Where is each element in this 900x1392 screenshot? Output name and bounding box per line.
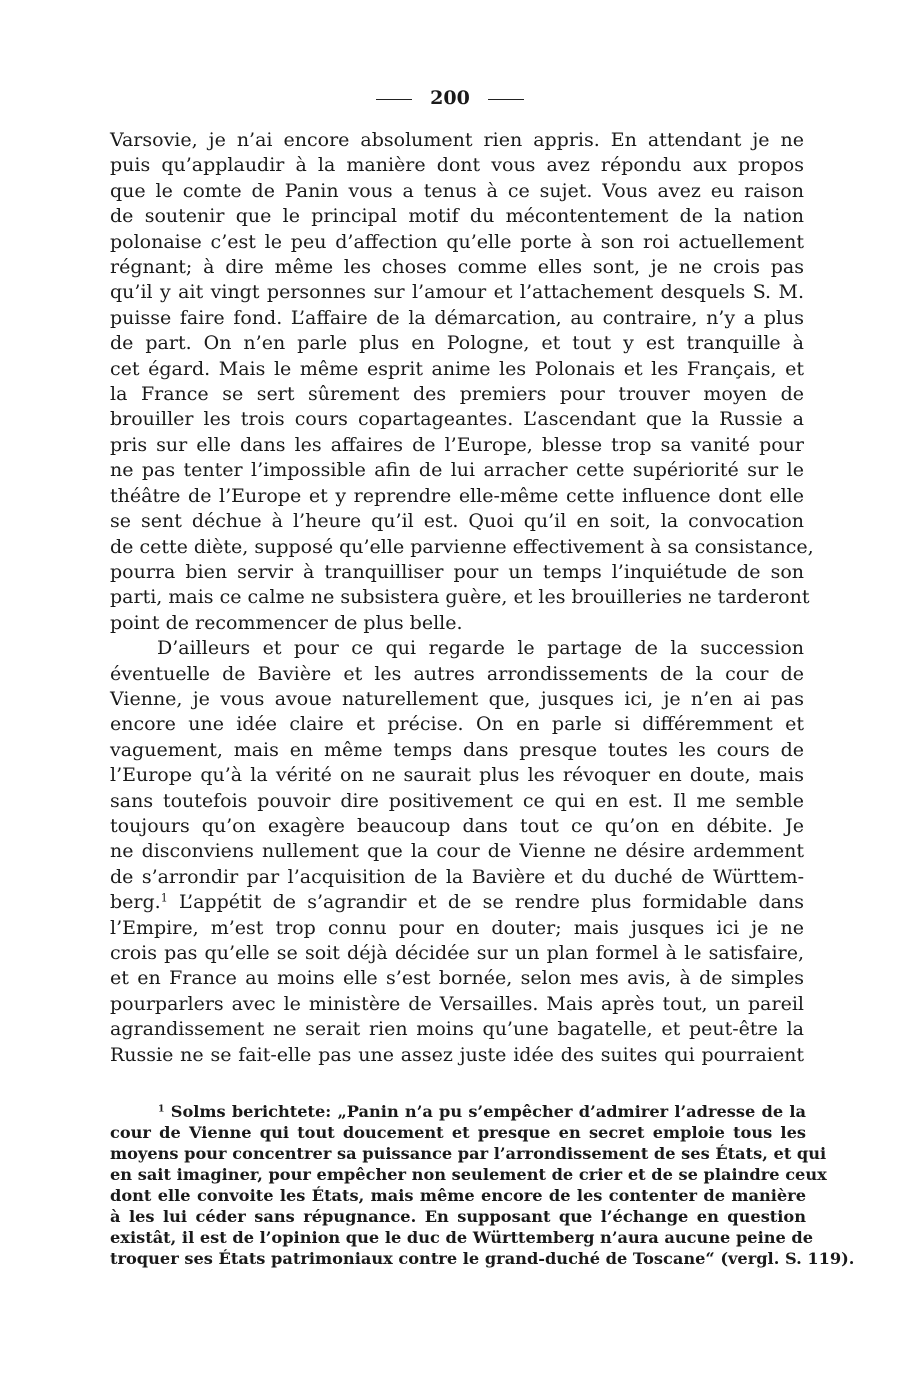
body-line: qu’il y ait vingt personnes sur l’amour et l’attachement desquels S. M.: [110, 281, 804, 304]
body-line: vaguement, mais en même temps dans presque toutes les cours de: [110, 738, 804, 761]
body-line: point de recommencer de plus belle.: [110, 611, 463, 634]
body-line: encore une idée claire et précise. On en parle si différemment et: [110, 713, 804, 736]
body-line-head: berg.: [110, 891, 161, 914]
footnote-line: moyens pour concentrer sa puissance par l’arrondissement de ses États, et qui: [110, 1144, 827, 1163]
body-line: sans toutefois pouvoir dire positivement ce qui en est. Il me semble: [110, 789, 804, 812]
footnote-line: existât, il est de l’opinion que le duc de Württemberg n’aura aucune peine de: [110, 1228, 814, 1247]
body-line: de soutenir que le principal motif du mécontentement de la nation: [110, 205, 804, 228]
body-line: brouiller les trois cours copartageantes. L’ascendant que la Russie a: [110, 408, 804, 431]
body-line: crois pas qu’elle se soit déjà décidée sur un plan formel à le satisfaire,: [110, 942, 804, 964]
body-line: éventuelle de Bavière et les autres arrondissements de la cour de: [110, 662, 804, 685]
body-line: Vienne, je vous avoue naturellement que, jusques ici, je n’en ai pas: [110, 687, 804, 710]
body-line: Russie ne se fait-elle pas une assez juste idée des suites qui pourraient: [110, 1043, 804, 1066]
footnote-line: dont elle convoite les États, mais même encore de les contenter de manière: [110, 1186, 806, 1205]
body-line-tail: L’appétit de s’agrandir et de se rendre plus formidable dans: [178, 891, 804, 914]
body-line: pourparlers avec le ministère de Versailles. Mais après tout, un pareil: [110, 992, 804, 1015]
body-line-with-note: [110, 890, 804, 915]
body-line: théâtre de l’Europe et y reprendre elle-même cette influence dont elle: [110, 484, 804, 507]
body-line: que le comte de Panin vous a tenus à ce sujet. Vous avez eu raison: [110, 179, 804, 202]
body-text: [110, 128, 814, 1068]
header-rule-left: [376, 99, 412, 100]
body-line: Varsovie, je n’ai encore absolument rien appris. En attendant je ne: [110, 129, 804, 151]
body-line: parti, mais ce calme ne subsistera guère, et les brouilleries ne tarderont: [110, 586, 810, 609]
page-number: 200: [430, 87, 470, 109]
footnote-line: troquer ses États patrimoniaux contre le grand-duché de Toscane“ (vergl. S. 119).: [110, 1249, 855, 1268]
body-line: pris sur elle dans les affaires de l’Europe, blesse trop sa vanité pour: [110, 433, 804, 456]
body-line: toujours qu’on exagère beaucoup dans tout ce qu’on en débite. Je: [110, 814, 804, 837]
page-header: [0, 86, 900, 110]
footnote-marker: 1: [158, 1103, 165, 1115]
body-line: la France se sert sûrement des premiers pour trouver moyen de: [110, 383, 804, 406]
body-line: de cette diète, supposé qu’elle parvienne effectivement à sa consistance,: [110, 535, 814, 558]
footnotes: [110, 1101, 855, 1269]
footnote-line: en sait imaginer, pour empêcher non seulement de crier et de se plaindre ceux: [110, 1165, 827, 1184]
body-line: polonaise c’est le peu d’affection qu’elle porte à son roi actuellement: [110, 230, 804, 253]
footnote-line: cour de Vienne qui tout doucement et presque en secret emploie tous les: [110, 1123, 806, 1142]
body-line: se sent déchue à l’heure qu’il est. Quoi qu’il en soit, la convocation: [110, 510, 804, 533]
body-line: régnant; à dire même les choses comme elles sont, je ne crois pas: [110, 256, 804, 279]
header-rule-right: [488, 99, 524, 100]
body-line: l’Empire, m’est trop connu pour en douter; mais jusques ici je ne: [110, 916, 804, 939]
footnote-text: Solms berichtete: „Panin n’a pu s’empêcher d’admirer l’adresse de la: [170, 1102, 806, 1121]
body-line: puisse faire fond. L’affaire de la démarcation, au contraire, n’y a plus: [110, 306, 804, 329]
footnote-ref: 1: [160, 891, 168, 905]
body-line: D’ailleurs et pour ce qui regarde le partage de la succession: [157, 637, 804, 660]
body-line: ne disconviens nullement que la cour de Vienne ne désire ardemment: [110, 840, 804, 863]
body-line: de s’arrondir par l’acquisition de la Bavière et du duché de Württem-: [110, 865, 804, 888]
body-line: ne pas tenter l’impossible afin de lui arracher cette supériorité sur le: [110, 459, 804, 482]
body-line: et en France au moins elle s’est bornée, selon mes avis, à de simples: [110, 967, 804, 990]
body-line: puis qu’applaudir à la manière dont vous avez répondu aux propos: [110, 154, 804, 177]
body-line: l’Europe qu’à la vérité on ne saurait plus les révoquer en doute, mais: [110, 764, 804, 787]
body-line: cet égard. Mais le même esprit anime les Polonais et les Français, et: [110, 357, 804, 380]
footnote-line: [110, 1101, 806, 1122]
body-line: pourra bien servir à tranquilliser pour un temps l’inquiétude de son: [110, 560, 804, 583]
body-line: agrandissement ne serait rien moins qu’une bagatelle, et peut-être la: [110, 1018, 804, 1041]
body-line: de part. On n’en parle plus en Pologne, et tout y est tranquille à: [110, 332, 804, 355]
footnote-line: à les lui céder sans répugnance. En supposant que l’échange en question: [110, 1207, 806, 1226]
